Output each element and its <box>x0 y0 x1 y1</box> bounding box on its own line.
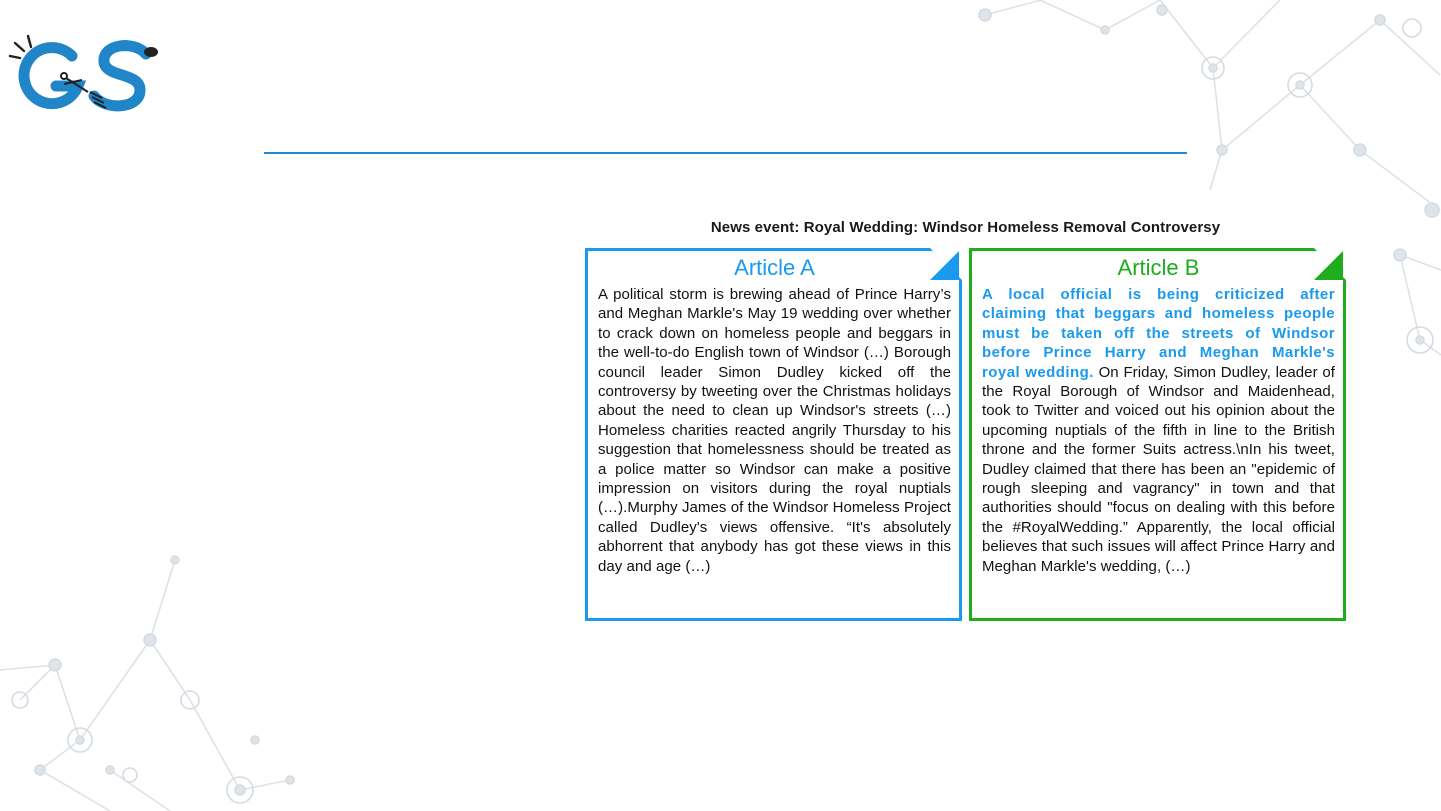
folded-corner-fill <box>930 251 959 280</box>
article-a-title: Article A <box>734 255 815 280</box>
article-b-card <box>969 248 1346 621</box>
article-b-body-text: On Friday, Simon Dudley, leader of the Royal Borough of Windsor and Maidenhead, took to Twitter and voiced out his opinion about the upcoming nuptials of the fifth in line to the British throne and the former Suits actress.\nIn his tweet, Dudley claimed that there has been an "epidemic of rough sleeping and vagrancy" in town and that authorities should "focus on dealing with this before the #RoyalWedding.” Apparently, the local official believes that such issues will affect Prince Harry and Meghan Markle's wedding, (…) <box>982 363 1335 575</box>
article-a-card <box>585 248 962 621</box>
article-b-highlight: A local official is being criticized after claiming that beggars and homeless people must be taken off the streets of Windsor before Prince Harry and Meghan Markle's royal wedding. <box>982 286 1335 381</box>
article-b-title: Article B <box>1117 255 1200 280</box>
logo <box>6 34 164 116</box>
article-a-body: A political storm is brewing ahead of Prince Harry’s and Meghan Markle's May 19 wedding over whether to crack down on homeless people and beggars in the well-to-do English town of Windsor (…) Borough council leader Simon Dudley kicked off the controversy by tweeting over the Christmas holidays about the need to clean up Windsor's streets (…) Homeless charities reacted angrily Thursday to his suggestion that homelessness should be treated as a police matter so Windsor can make a positive impression on visitors during the royal nuptials (…).Murphy James of the Windsor Homeless Project called Dudley's views offensive. “It's absolutely abhorrent that anybody has got these views in this day and age (…) <box>598 286 951 575</box>
title-underline <box>264 152 1187 154</box>
folded-corner-fill <box>1314 251 1343 280</box>
news-event-caption: News event: Royal Wedding: Windsor Homeless Removal Controversy <box>710 219 1221 236</box>
article-b-body <box>982 285 1335 576</box>
